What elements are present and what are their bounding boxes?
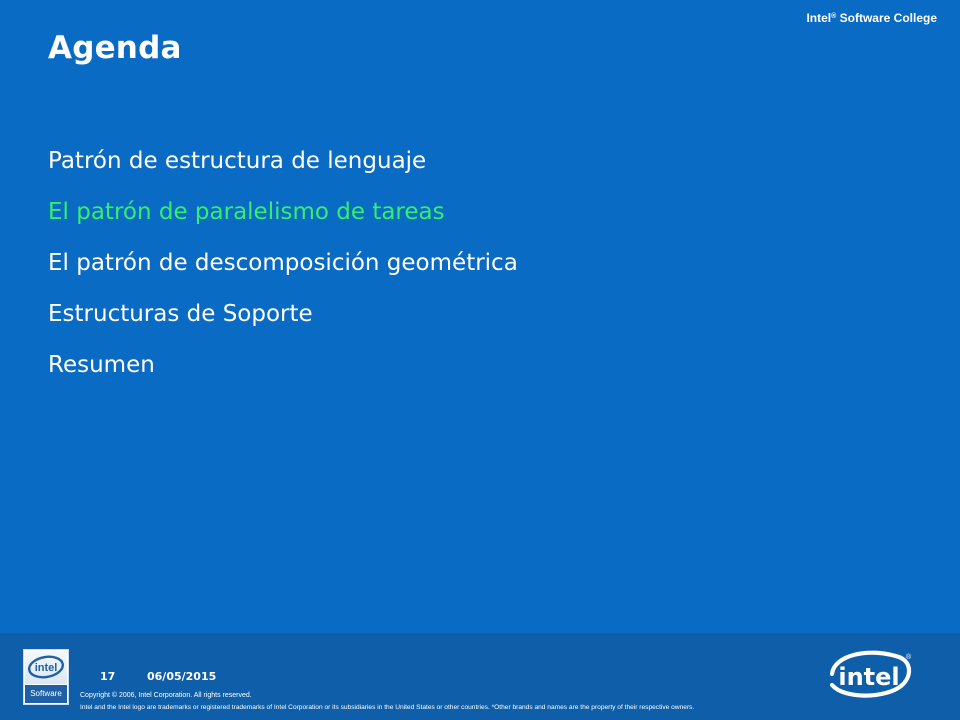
intel-software-logo-mark (25, 651, 67, 684)
agenda-item: Estructuras de Soporte (48, 301, 313, 327)
brand-registered-mark: ® (831, 13, 837, 20)
brand-header-suffix: Software College (836, 11, 937, 25)
software-logo-label: Software (25, 685, 67, 703)
copyright-text: Copyright © 2006, Intel Corporation. All rights reserved. (80, 692, 252, 699)
agenda-list (48, 145, 518, 400)
intel-swoosh-icon (25, 651, 67, 684)
intel-software-logo-icon (23, 649, 69, 705)
slide-date: 06/05/2015 (147, 670, 217, 683)
slide-number: 17 (100, 670, 116, 683)
trademark-text: Intel and the Intel logo are trademarks or registered trademarks of Intel Corporation or its subsidiaries in the United States or other countries. *Other brands and names are the property of their respective owners. (80, 704, 695, 711)
brand-header (806, 11, 937, 25)
brand-header-text: Intel (806, 11, 832, 25)
agenda-item: Resumen (48, 352, 155, 378)
software-logo-text: intel (34, 662, 58, 674)
agenda-item-highlighted: El patrón de paralelismo de tareas (48, 199, 445, 225)
slide-meta (100, 670, 216, 683)
agenda-item: Patrón de estructura de lenguaje (48, 148, 427, 174)
slide-footer (0, 633, 960, 720)
intel-logo-icon (824, 646, 914, 706)
intel-logo-text: intel (838, 663, 900, 691)
agenda-item: El patrón de descomposición geométrica (48, 250, 518, 276)
intel-logo-registered-mark: ® (906, 654, 912, 661)
slide-title: Agenda (48, 30, 182, 66)
